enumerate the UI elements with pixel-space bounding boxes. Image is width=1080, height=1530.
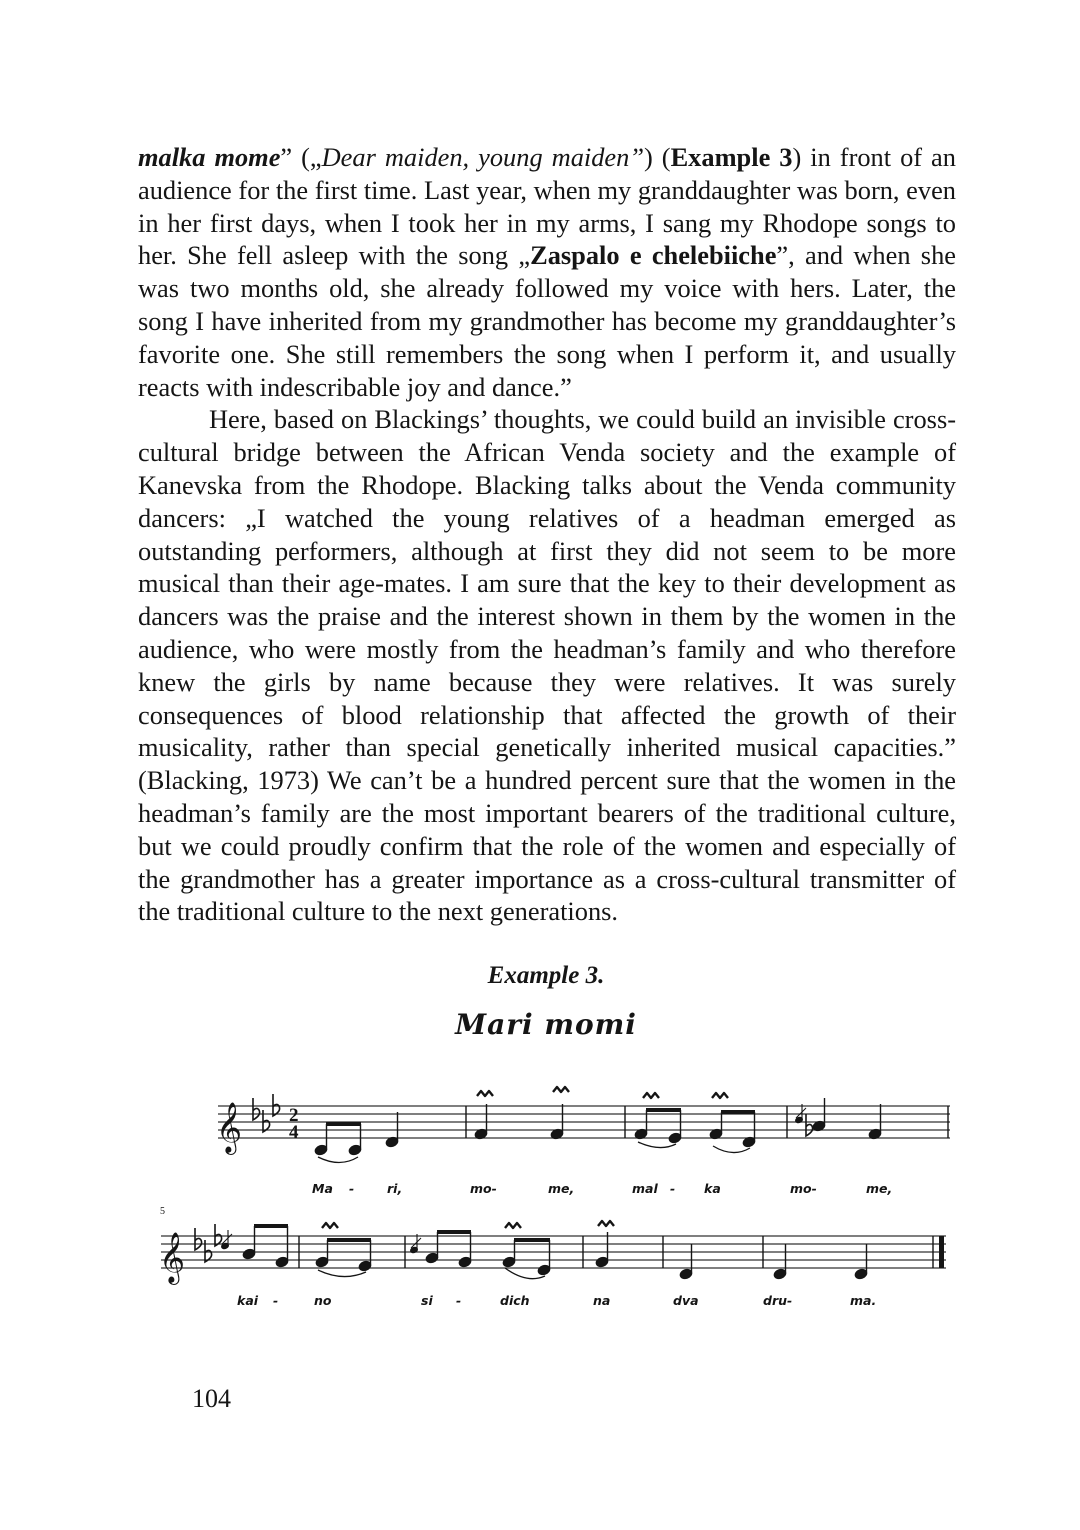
song-title-reference: malka mome [138, 142, 281, 172]
treble-clef-icon: 𝄞 [216, 1102, 243, 1153]
svg-text:-: - [670, 1181, 676, 1196]
example-reference: Example 3 [670, 142, 793, 172]
song-name: Zaspalo e chelebiiche [530, 240, 777, 271]
svg-text:mo-: mo- [790, 1181, 817, 1196]
svg-text:-: - [456, 1293, 462, 1308]
time-signature-bottom: 4 [289, 1122, 299, 1143]
key-signature [195, 1224, 222, 1262]
svg-text:dru-: dru- [763, 1293, 793, 1308]
svg-text:dva: dva [673, 1293, 699, 1308]
treble-clef-icon: 𝄞 [159, 1232, 186, 1283]
svg-text:me,: me, [866, 1181, 893, 1196]
svg-text:-: - [349, 1181, 355, 1196]
svg-text:mo-: mo- [470, 1181, 497, 1196]
paragraph-1: malka mome” („Dear maiden, young maiden”) (Example 3) in front of an audience for the first time. Last year, when my granddaughter was born, even in her first days, when I took her in my arms, I sang my Rhodope songs to her. She fell asleep with the song „Zaspalo e chelebiiche”, and when she was two months old, she already followed my voice with hers. Later, the song I have inherited from my grandmother has become my granddaughter’s favorite one. She still remembers the song when I perform it, and usually reacts with indescribable joy and dance.” [138, 142, 956, 402]
lyrics-line-1 [312, 1181, 892, 1196]
staff-1 [216, 1087, 950, 1196]
song-title: Mari momi [455, 1008, 637, 1041]
paragraph-2: Here, based on Blackings’ thoughts, we could build an invisible cross-cultural bridge between the African Venda society and the example of Kanevska from the Rhodope. Blacking talks about the Venda community dancers: „I watched the young relatives of a headman emerged as outstanding performers, although at first they did not seem to be more musical than their age-mates. I am sure that the key to their development as dancers was the praise and the interest shown in them by the women in the audience, who were mostly from the headman’s family and who therefore knew the girls by name because they were relatives. It was surely consequences of blood relationship that affected the growth of their musicality, rather than special genetically inherited musical capacities.” (Blacking, 1973) We can’t be a hundred percent sure that the women in the headman’s family are the most important bearers of the traditional culture, but we could proudly confirm that the role of the women and especially of the grandmother has a greater importance as a cross-cultural transmitter of the traditional culture to the next generations. [138, 404, 956, 927]
svg-text:no: no [314, 1293, 332, 1308]
measure-number: 5 [160, 1206, 165, 1217]
notes-line-2 [221, 1221, 868, 1280]
svg-text:mal: mal [632, 1181, 658, 1196]
svg-text:ri,: ri, [387, 1181, 403, 1196]
notes-line-1 [314, 1087, 882, 1163]
svg-text:ma.: ma. [850, 1293, 877, 1308]
time-signature-top: 2 [289, 1105, 299, 1126]
final-barline [939, 1236, 944, 1268]
svg-text:-: - [273, 1293, 279, 1308]
example-label: Example 3. [487, 962, 605, 989]
translation-text: Dear maiden, young maiden” [321, 142, 644, 172]
key-signature [253, 1094, 280, 1132]
staff-2 [159, 1206, 946, 1308]
svg-text:me,: me, [548, 1181, 575, 1196]
svg-text:na: na [593, 1293, 611, 1308]
svg-text:ka: ka [704, 1181, 721, 1196]
svg-text:Ma: Ma [312, 1181, 333, 1196]
page-number: 104 [192, 1384, 231, 1413]
svg-text:dich: dich [500, 1293, 530, 1308]
svg-text:kai: kai [237, 1293, 259, 1308]
svg-text:si: si [421, 1293, 433, 1308]
lyrics-line-2 [237, 1293, 876, 1308]
